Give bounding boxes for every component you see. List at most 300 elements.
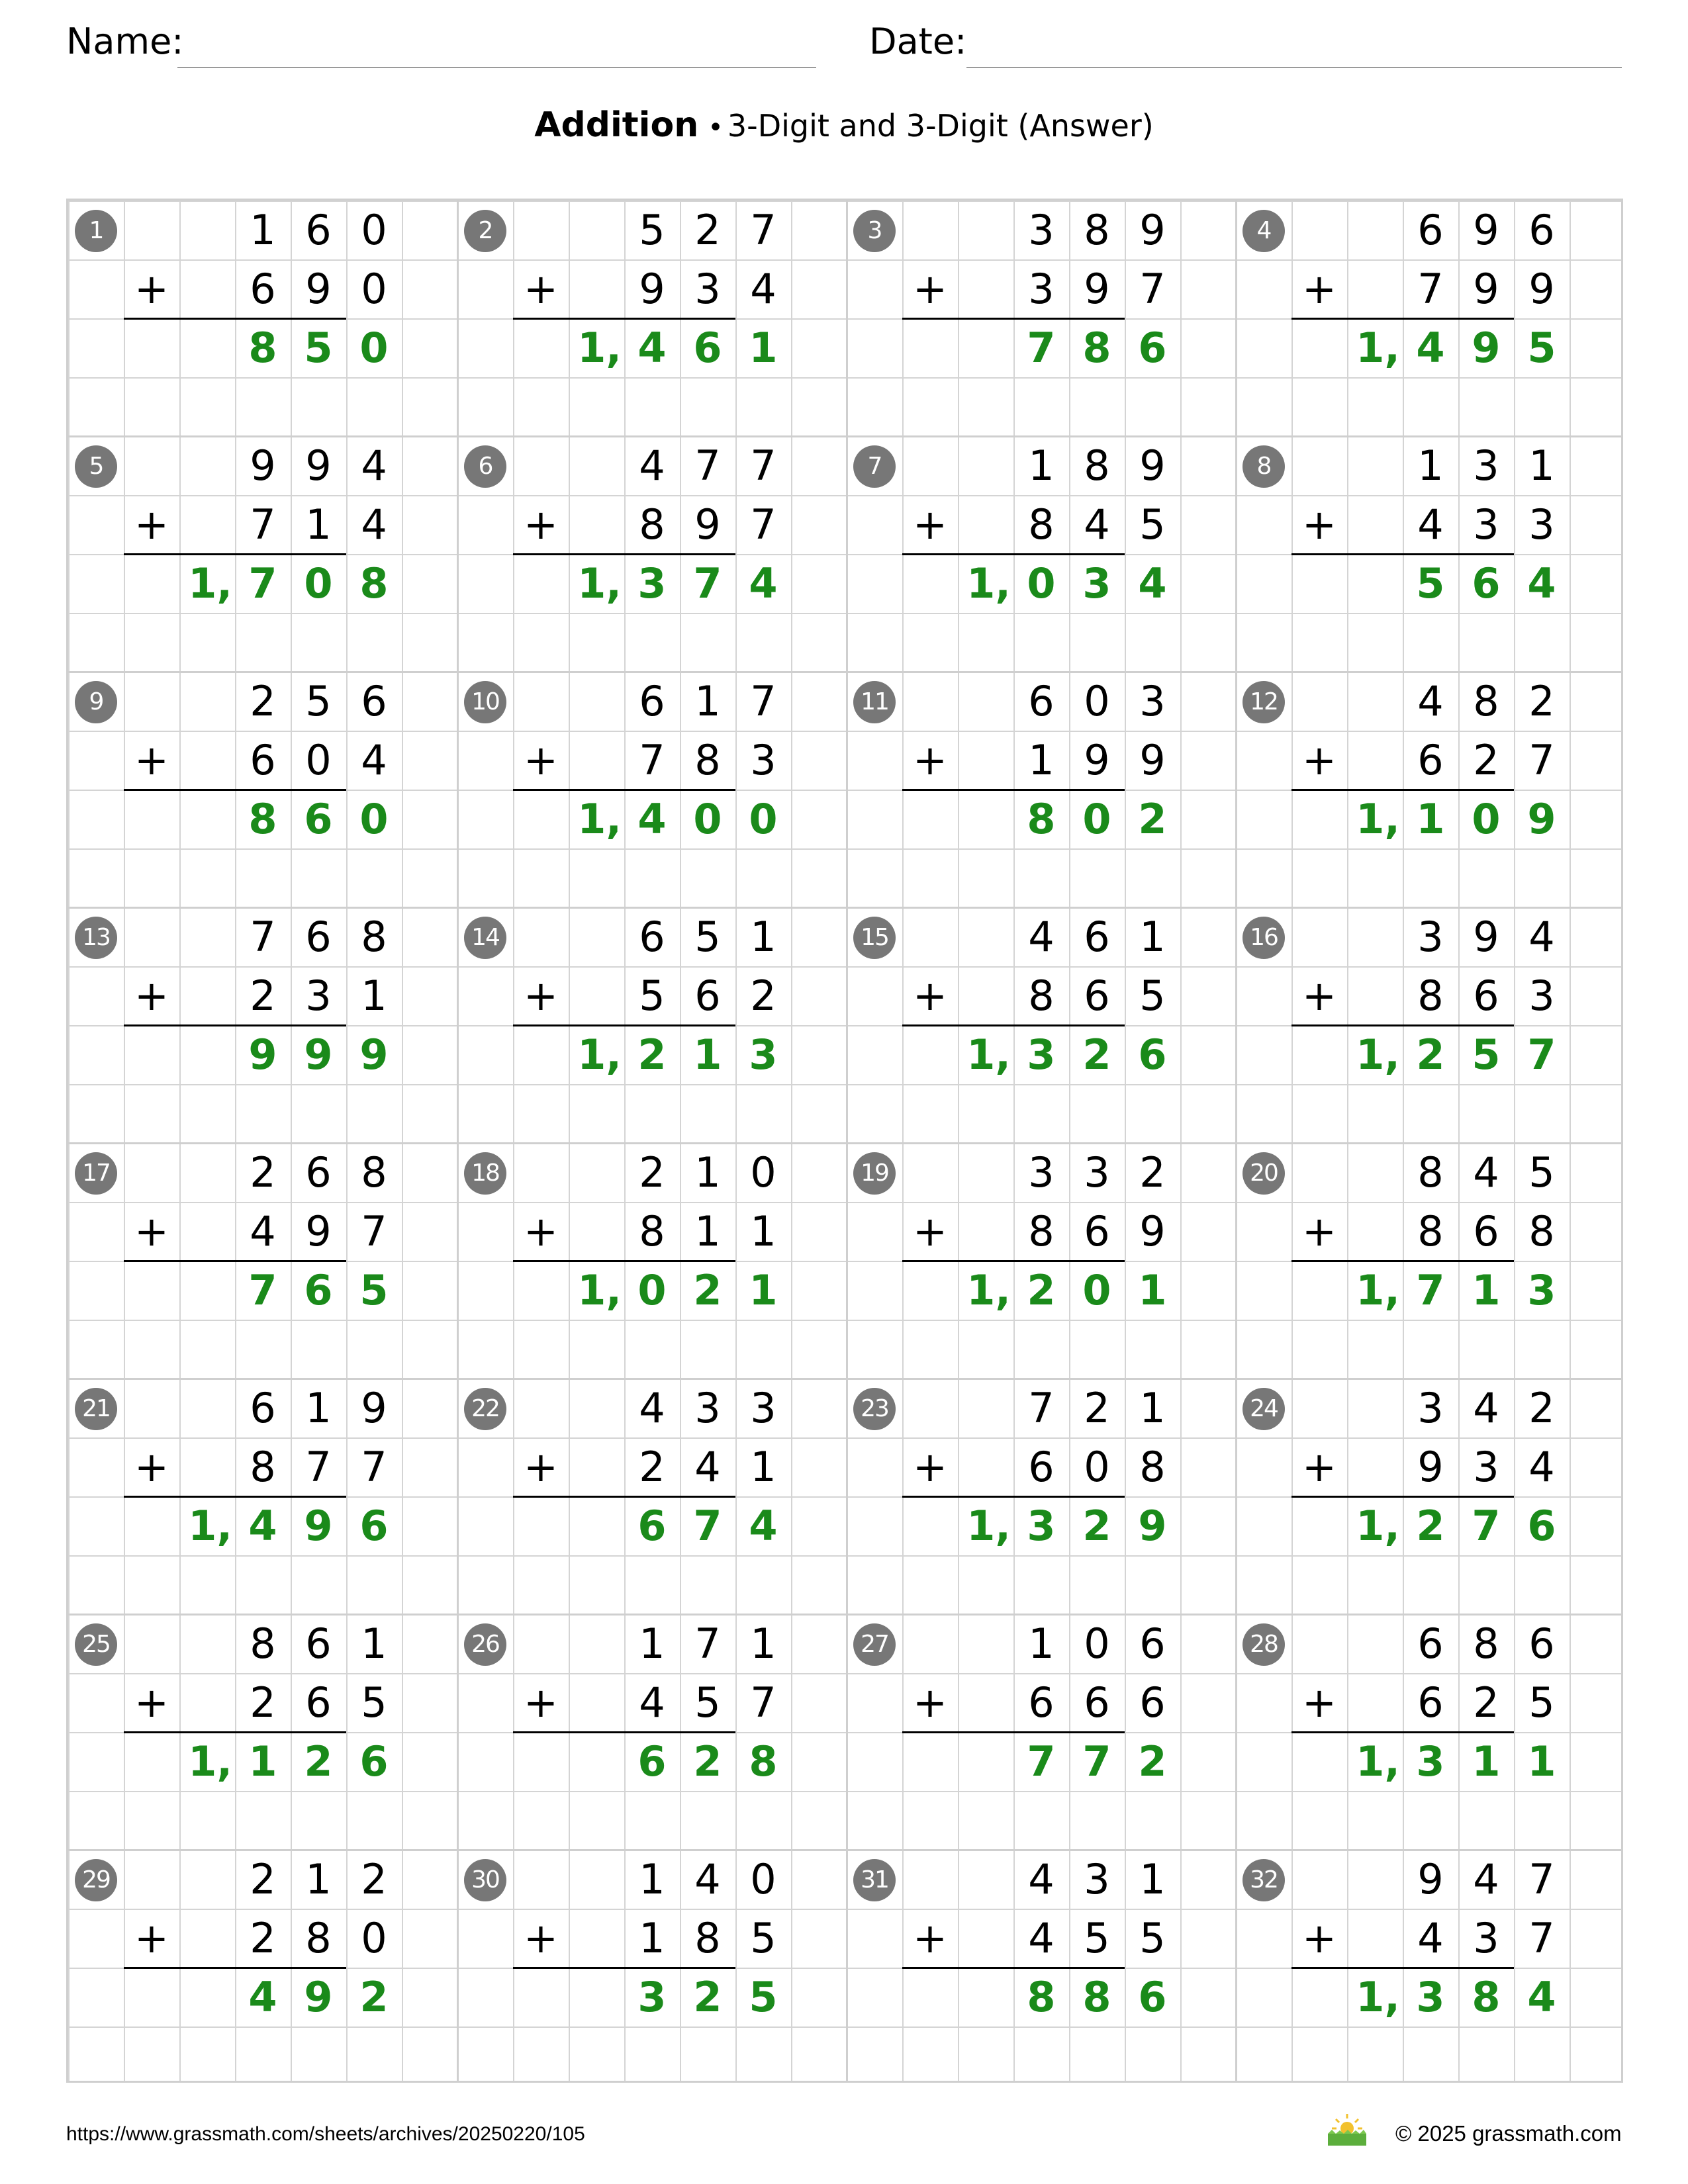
- digit: [1347, 731, 1403, 790]
- answer-digit: 0: [1027, 559, 1056, 608]
- addend-bottom-row: [513, 1673, 791, 1732]
- problem: [847, 672, 1236, 907]
- sum-rule: [513, 789, 735, 791]
- digit: 6: [361, 677, 387, 725]
- sum-rule: [902, 1731, 1125, 1733]
- digit: 4: [361, 441, 387, 490]
- answer-digit: 0: [304, 559, 333, 608]
- answer-digit: 4: [248, 1502, 277, 1550]
- digit: [958, 1202, 1013, 1261]
- digit: 1: [1139, 913, 1166, 961]
- digit: [569, 1673, 624, 1732]
- answer-digit: [124, 1968, 179, 2026]
- answer-digit: 8: [248, 795, 277, 843]
- answer-digit: 6: [1527, 1502, 1556, 1550]
- addend-top-row: [513, 1850, 791, 1909]
- answer-digit: [513, 1496, 569, 1555]
- digit: 6: [1139, 1619, 1166, 1668]
- answer-row: [1291, 790, 1570, 848]
- digit: 1: [750, 1207, 776, 1255]
- answer-digit: 7: [248, 559, 277, 608]
- digit: [179, 731, 235, 790]
- problem-number-badge: 11: [853, 681, 896, 723]
- problem-number-badge: 9: [75, 681, 117, 723]
- digit: [958, 1379, 1013, 1437]
- answer-digit: 6: [359, 1737, 389, 1786]
- answer-digit: 8: [1472, 1973, 1501, 2021]
- digit: 1: [694, 677, 721, 725]
- sum-rule: [513, 318, 735, 320]
- digit: [569, 201, 624, 259]
- digit: 3: [1473, 1914, 1499, 1962]
- answer-digit: 1: [1527, 1737, 1556, 1786]
- sum-rule: [124, 1496, 346, 1498]
- answer-digit: [902, 1732, 958, 1791]
- answer-digit: 5: [359, 1266, 389, 1314]
- digit: 3: [750, 1384, 776, 1432]
- answer-digit: 1: [749, 324, 778, 372]
- plus-sign: +: [913, 1914, 947, 1962]
- answer-row: [513, 554, 791, 613]
- digit: 2: [250, 1914, 276, 1962]
- digit: [569, 259, 624, 318]
- digit: 1: [639, 1914, 665, 1962]
- addend-top-row: [1291, 201, 1570, 259]
- digit: 7: [1528, 1855, 1555, 1903]
- answer-digit: 1,: [577, 559, 622, 608]
- answer-digit: 6: [1138, 1973, 1167, 2021]
- digit: [1347, 1673, 1403, 1732]
- sum-rule: [1291, 1731, 1514, 1733]
- digit: 1: [639, 1855, 665, 1903]
- answer-digit: 1,: [966, 1266, 1011, 1314]
- answer-digit: 3: [1027, 1030, 1056, 1079]
- digit: 5: [1528, 1148, 1555, 1197]
- digit: [179, 1614, 235, 1673]
- problem: [68, 1850, 457, 2083]
- plus-sign: +: [1302, 736, 1336, 784]
- answer-digit: [958, 1968, 1013, 2026]
- digit: 4: [250, 1207, 276, 1255]
- answer-digit: 6: [1472, 559, 1501, 608]
- digit: [1347, 201, 1403, 259]
- digit: [179, 966, 235, 1025]
- answer-row: [513, 1732, 791, 1791]
- answer-digit: [179, 790, 235, 848]
- addend-top-row: [124, 1143, 402, 1202]
- answer-digit: [513, 1025, 569, 1084]
- addend-top-row: [1291, 907, 1570, 966]
- digit: 8: [361, 1148, 387, 1197]
- digit: 7: [250, 500, 276, 549]
- problem: [457, 907, 847, 1143]
- plus-sign: +: [1302, 1207, 1336, 1255]
- digit: 4: [639, 1384, 665, 1432]
- digit: 8: [639, 500, 665, 549]
- addend-top-row: [513, 1143, 791, 1202]
- problem: [1236, 1614, 1623, 1850]
- answer-digit: 8: [1027, 795, 1056, 843]
- answer-digit: [513, 554, 569, 613]
- problem-number-badge: 15: [853, 917, 896, 959]
- sum-rule: [1291, 1967, 1514, 1969]
- digit: 0: [1084, 1619, 1110, 1668]
- plus-sign: +: [1302, 1443, 1336, 1491]
- answer-digit: 1,: [577, 1030, 622, 1079]
- answer-digit: 0: [1082, 1266, 1111, 1314]
- digit: 5: [639, 206, 665, 254]
- digit: 7: [1528, 736, 1555, 784]
- answer-digit: 2: [1416, 1502, 1445, 1550]
- problem-number-badge: 7: [853, 445, 896, 488]
- answer-row: [513, 1261, 791, 1320]
- addend-bottom-row: [513, 259, 791, 318]
- answer-digit: 3: [1027, 1502, 1056, 1550]
- digit: 2: [361, 1855, 387, 1903]
- problem-number-badge: 2: [464, 210, 506, 252]
- answer-digit: 4: [248, 1973, 277, 2021]
- plus-sign: +: [524, 1678, 558, 1727]
- addend-bottom-row: [1291, 1909, 1570, 1968]
- digit: 9: [305, 265, 332, 313]
- sum-rule: [124, 1731, 346, 1733]
- digit: 5: [694, 1678, 721, 1727]
- problem: [457, 1850, 847, 2083]
- digit: 9: [1139, 206, 1166, 254]
- digit: [569, 672, 624, 731]
- title-subtitle: 3-Digit and 3-Digit (Answer): [727, 108, 1154, 144]
- plus-sign: +: [134, 1207, 169, 1255]
- digit: 3: [1473, 1443, 1499, 1491]
- answer-digit: 2: [693, 1266, 722, 1314]
- problem: [1236, 1850, 1623, 2083]
- answer-digit: [513, 1732, 569, 1791]
- addend-top-row: [124, 436, 402, 495]
- digit: 4: [1473, 1148, 1499, 1197]
- addend-top-row: [1291, 1850, 1570, 1909]
- answer-digit: [1291, 1968, 1347, 2026]
- answer-row: [124, 1261, 402, 1320]
- answer-digit: 8: [1027, 1973, 1056, 2021]
- problem: [847, 436, 1236, 672]
- digit: 6: [250, 736, 276, 784]
- digit: [513, 1614, 569, 1673]
- digit: 7: [250, 913, 276, 961]
- digit: 7: [1028, 1384, 1055, 1432]
- digit: [569, 1202, 624, 1261]
- digit: 0: [361, 1914, 387, 1962]
- digit: 6: [1473, 972, 1499, 1020]
- digit: [1291, 1850, 1347, 1909]
- digit: 7: [1139, 265, 1166, 313]
- digit: 7: [1528, 1914, 1555, 1962]
- digit: 7: [1417, 265, 1444, 313]
- addend-top-row: [124, 907, 402, 966]
- addend-top-row: [902, 201, 1180, 259]
- addend-top-row: [124, 672, 402, 731]
- answer-digit: [513, 790, 569, 848]
- digit: 1: [1028, 736, 1055, 784]
- digit: 3: [305, 972, 332, 1020]
- date-label: Date:: [869, 21, 967, 62]
- digit: 8: [1528, 1207, 1555, 1255]
- answer-digit: 1,: [966, 559, 1011, 608]
- digit: 3: [1473, 500, 1499, 549]
- digit: 6: [639, 677, 665, 725]
- problem-number-badge: 29: [75, 1859, 117, 1901]
- digit: 1: [750, 913, 776, 961]
- digit: [513, 1850, 569, 1909]
- answer-digit: 1: [1416, 795, 1445, 843]
- digit: 6: [1528, 1619, 1555, 1668]
- answer-digit: 1,: [966, 1030, 1011, 1079]
- digit: [179, 495, 235, 554]
- digit: 7: [750, 500, 776, 549]
- digit: 9: [361, 1384, 387, 1432]
- addend-bottom-row: [513, 1437, 791, 1496]
- addend-bottom-row: [124, 966, 402, 1025]
- answer-digit: [569, 1496, 624, 1555]
- sum-rule: [124, 789, 346, 791]
- digit: [513, 1143, 569, 1202]
- digit: [1347, 1909, 1403, 1968]
- digit: 5: [694, 913, 721, 961]
- digit: 0: [1084, 1443, 1110, 1491]
- answer-digit: 1: [1472, 1266, 1501, 1314]
- answer-digit: 1,: [188, 559, 232, 608]
- answer-digit: 1: [248, 1737, 277, 1786]
- answer-digit: 1: [1138, 1266, 1167, 1314]
- addend-top-row: [902, 1143, 1180, 1202]
- answer-digit: 4: [749, 1502, 778, 1550]
- digit: 2: [1528, 677, 1555, 725]
- answer-row: [513, 1025, 791, 1084]
- answer-row: [513, 1968, 791, 2026]
- answer-row: [124, 1496, 402, 1555]
- sum-rule: [513, 1731, 735, 1733]
- problem: [457, 1143, 847, 1379]
- answer-digit: 3: [1527, 1266, 1556, 1314]
- digit: [179, 907, 235, 966]
- digit: [958, 966, 1013, 1025]
- digit: 9: [250, 441, 276, 490]
- problem-number-badge: 26: [464, 1623, 506, 1666]
- problem-number-badge: 6: [464, 445, 506, 488]
- digit: [1347, 966, 1403, 1025]
- addend-bottom-row: [1291, 731, 1570, 790]
- footer-copyright: © 2025 grassmath.com: [1395, 2121, 1622, 2146]
- addend-bottom-row: [124, 495, 402, 554]
- answer-row: [902, 1496, 1180, 1555]
- answer-digit: 1: [693, 1030, 722, 1079]
- digit: 9: [1139, 1207, 1166, 1255]
- problem: [457, 1614, 847, 1850]
- answer-row: [513, 318, 791, 377]
- plus-sign: +: [1302, 1914, 1336, 1962]
- digit: [569, 1379, 624, 1437]
- digit: 4: [1473, 1384, 1499, 1432]
- answer-digit: 7: [1416, 1266, 1445, 1314]
- digit: 7: [750, 206, 776, 254]
- plus-sign: +: [134, 736, 169, 784]
- sum-rule: [902, 1024, 1125, 1026]
- sum-rule: [1291, 1496, 1514, 1498]
- problem: [457, 1379, 847, 1614]
- digit: [1347, 1437, 1403, 1496]
- answer-digit: 2: [1027, 1266, 1056, 1314]
- digit: 8: [250, 1619, 276, 1668]
- digit: 8: [250, 1443, 276, 1491]
- digit: 6: [694, 972, 721, 1020]
- digit: 4: [639, 1678, 665, 1727]
- digit: 6: [1417, 1619, 1444, 1668]
- answer-digit: [1291, 1732, 1347, 1791]
- digit: [569, 731, 624, 790]
- digit: 1: [1028, 441, 1055, 490]
- digit: 6: [1084, 972, 1110, 1020]
- digit: [1347, 1614, 1403, 1673]
- answer-row: [1291, 1732, 1570, 1791]
- digit: 7: [361, 1443, 387, 1491]
- digit: 7: [694, 1619, 721, 1668]
- problem: [847, 1379, 1236, 1614]
- plus-sign: +: [524, 736, 558, 784]
- answer-row: [124, 1025, 402, 1084]
- digit: 2: [250, 972, 276, 1020]
- addend-bottom-row: [1291, 259, 1570, 318]
- sum-rule: [124, 1967, 346, 1969]
- plus-sign: +: [134, 265, 169, 313]
- plus-sign: +: [913, 1443, 947, 1491]
- digit: 3: [1417, 1384, 1444, 1432]
- answer-digit: [124, 1025, 179, 1084]
- answer-digit: 2: [359, 1973, 389, 2021]
- answer-digit: 1,: [1356, 1266, 1400, 1314]
- answer-digit: 6: [304, 1266, 333, 1314]
- answer-digit: [1291, 318, 1347, 377]
- digit: [902, 1143, 958, 1202]
- digit: 6: [1417, 206, 1444, 254]
- addend-top-row: [1291, 1143, 1570, 1202]
- sum-rule: [124, 1024, 346, 1026]
- plus-sign: +: [524, 1443, 558, 1491]
- answer-digit: 4: [1527, 1973, 1556, 2021]
- digit: 5: [639, 972, 665, 1020]
- plus-sign: +: [913, 1678, 947, 1727]
- sum-rule: [513, 553, 735, 555]
- problem-number-badge: 10: [464, 681, 506, 723]
- answer-digit: [1291, 554, 1347, 613]
- addend-top-row: [902, 1614, 1180, 1673]
- problem: [457, 672, 847, 907]
- answer-row: [124, 318, 402, 377]
- answer-row: [902, 1968, 1180, 2026]
- digit: [1347, 1379, 1403, 1437]
- answer-digit: [124, 790, 179, 848]
- digit: 5: [1139, 972, 1166, 1020]
- plus-sign: +: [134, 972, 169, 1020]
- digit: 2: [1084, 1384, 1110, 1432]
- digit: 9: [305, 441, 332, 490]
- digit: 8: [639, 1207, 665, 1255]
- addend-bottom-row: [513, 1909, 791, 1968]
- digit: 1: [305, 500, 332, 549]
- problem: [68, 436, 457, 672]
- digit: 9: [1417, 1855, 1444, 1903]
- answer-digit: 2: [1082, 1030, 1111, 1079]
- digit: 2: [639, 1148, 665, 1197]
- addend-bottom-row: [124, 1673, 402, 1732]
- digit: [569, 495, 624, 554]
- digit: 3: [1028, 206, 1055, 254]
- problem: [847, 907, 1236, 1143]
- addend-bottom-row: [124, 1437, 402, 1496]
- addend-bottom-row: [513, 495, 791, 554]
- digit: [902, 1850, 958, 1909]
- digit: [1347, 1202, 1403, 1261]
- answer-digit: 1,: [966, 1502, 1011, 1550]
- plus-sign: +: [1302, 972, 1336, 1020]
- digit: [179, 259, 235, 318]
- digit: [1291, 672, 1347, 731]
- digit: 6: [1028, 677, 1055, 725]
- answer-digit: [569, 1732, 624, 1791]
- digit: 1: [1139, 1384, 1166, 1432]
- digit: 5: [1139, 1914, 1166, 1962]
- answer-digit: 8: [1082, 1973, 1111, 2021]
- answer-row: [902, 554, 1180, 613]
- problem-number-badge: 14: [464, 917, 506, 959]
- digit: 3: [750, 736, 776, 784]
- addend-top-row: [1291, 1614, 1570, 1673]
- digit: [1347, 495, 1403, 554]
- digit: [1291, 1143, 1347, 1202]
- digit: [958, 1437, 1013, 1496]
- answer-row: [1291, 1496, 1570, 1555]
- digit: [958, 259, 1013, 318]
- digit: [124, 672, 179, 731]
- digit: 0: [1084, 677, 1110, 725]
- answer-digit: 7: [693, 1502, 722, 1550]
- problem-number-badge: 23: [853, 1388, 896, 1430]
- digit: [1291, 201, 1347, 259]
- digit: [569, 907, 624, 966]
- plus-sign: +: [524, 265, 558, 313]
- digit: 8: [361, 913, 387, 961]
- digit: 4: [1528, 1443, 1555, 1491]
- digit: 7: [694, 441, 721, 490]
- problem: [847, 1850, 1236, 2083]
- digit: 1: [1139, 1855, 1166, 1903]
- digit: [179, 672, 235, 731]
- answer-digit: 6: [637, 1502, 667, 1550]
- answer-row: [1291, 1968, 1570, 2026]
- answer-digit: 7: [1472, 1502, 1501, 1550]
- digit: 9: [1473, 913, 1499, 961]
- sum-rule: [1291, 553, 1514, 555]
- digit: 6: [305, 913, 332, 961]
- addend-top-row: [124, 201, 402, 259]
- plus-sign: +: [134, 500, 169, 549]
- answer-digit: [124, 554, 179, 613]
- digit: [179, 1437, 235, 1496]
- answer-digit: 1,: [188, 1502, 232, 1550]
- addend-top-row: [124, 1379, 402, 1437]
- digit: [513, 672, 569, 731]
- answer-digit: 1,: [577, 1266, 622, 1314]
- digit: [902, 672, 958, 731]
- problem-number-badge: 22: [464, 1388, 506, 1430]
